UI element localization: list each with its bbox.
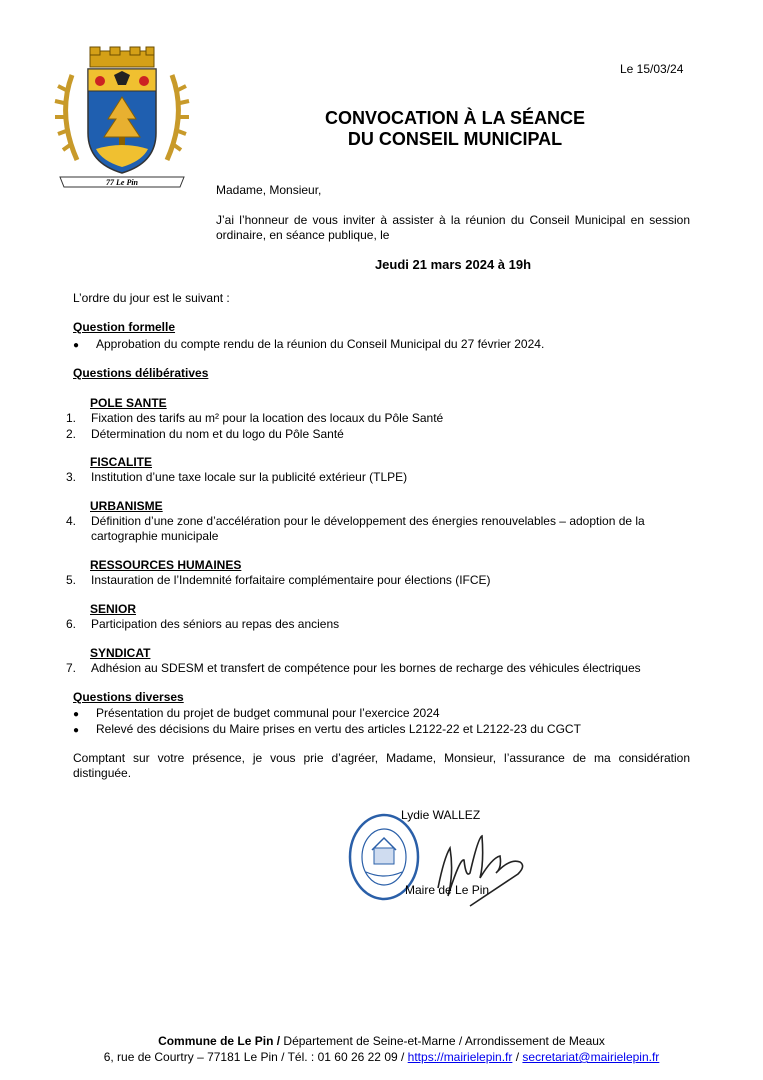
document-date: Le 15/03/24 <box>620 62 684 76</box>
heading-questions-deliberatives: Questions délibératives <box>73 366 209 380</box>
signer-name: Lydie WALLEZ <box>401 808 481 822</box>
page-title <box>250 108 660 150</box>
email-link[interactable]: secretariat@mairielepin.fr <box>522 1050 660 1064</box>
list-item: 5. Instauration de l’Indemnité forfaitaire complémentaire pour élections (IFCE) <box>66 573 491 587</box>
bullet-icon: ● <box>73 340 80 351</box>
footer-address: 6, rue de Courtry – 77181 Le Pin / Tél. : 01 60 26 22 09 / <box>103 1050 408 1064</box>
coat-caption: 77 Le Pin <box>106 178 138 187</box>
list-item: 3. Institution d’une taxe locale sur la publicité extérieur (TLPE) <box>66 470 408 484</box>
signer-role: Maire de Le Pin <box>405 883 490 897</box>
salutation: Madame, Monsieur, <box>216 183 322 197</box>
bullet-icon: ● <box>73 725 80 736</box>
list-item: ● Présentation du projet de budget communal pour l’exercice 2024 <box>73 706 440 720</box>
footer-commune: Commune de Le Pin / <box>158 1034 281 1048</box>
title-line-1: CONVOCATION À LA SÉANCE <box>324 108 585 128</box>
list-item: ● Relevé des décisions du Maire prises en vertu des articles L2122-22 et L2122-23 du CGCT <box>73 722 581 736</box>
section-ressources-humaines: RESSOURCES HUMAINES <box>90 558 242 572</box>
section-syndicat: SYNDICAT <box>90 646 151 660</box>
title-line-2: DU CONSEIL MUNICIPAL <box>347 129 563 149</box>
list-item: 4. Définition d’une zone d’accélération pour le développement des énergies renouvelables – adoption de la cartographie municipale <box>66 514 645 543</box>
meeting-date: Jeudi 21 mars 2024 à 19h <box>374 257 532 272</box>
list-item: 7. Adhésion au SDESM et transfert de compétence pour les bornes de recharge des véhicules électriques <box>66 661 641 675</box>
footer-department: Département de Seine-et-Marne / Arrondissement de Meaux <box>280 1034 605 1048</box>
heading-question-formelle: Question formelle <box>73 320 176 334</box>
website-link[interactable]: https://mairielepin.fr <box>407 1050 513 1064</box>
section-pole-sante: POLE SANTE <box>90 396 167 410</box>
closing-paragraph: Comptant sur votre présence, je vous prie d’agréer, Madame, Monsieur, l’assurance de ma considération distinguée. <box>73 751 690 780</box>
footer-line-2: 6, rue de Courtry – 77181 Le Pin / Tél. : 01 60 26 22 09 / https://mairielepin.fr / secretariat@mairielepin.fr <box>103 1050 660 1064</box>
agenda-intro: L’ordre du jour est le suivant : <box>73 291 230 305</box>
bullet-icon: ● <box>73 709 80 720</box>
section-fiscalite: FISCALITE <box>90 455 152 469</box>
section-urbanisme: URBANISME <box>90 499 163 513</box>
intro-paragraph: J’ai l’honneur de vous inviter à assister à la réunion du Conseil Municipal en session ordinaire, en séance publique, le <box>216 213 690 242</box>
section-senior: SENIOR <box>90 602 137 616</box>
list-item: 2. Détermination du nom et du logo du Pôle Santé <box>66 427 344 441</box>
footer-line-1 <box>0 1034 763 1048</box>
coat-of-arms-icon <box>52 45 192 195</box>
handwritten-signature-icon <box>430 818 540 913</box>
heading-questions-diverses: Questions diverses <box>73 690 184 704</box>
list-item: 6. Participation des séniors au repas des anciens <box>66 617 340 631</box>
list-item: 1. Fixation des tarifs au m² pour la location des locaux du Pôle Santé <box>66 411 444 425</box>
list-item: ● Approbation du compte rendu de la réunion du Conseil Municipal du 27 février 2024. <box>73 337 545 351</box>
